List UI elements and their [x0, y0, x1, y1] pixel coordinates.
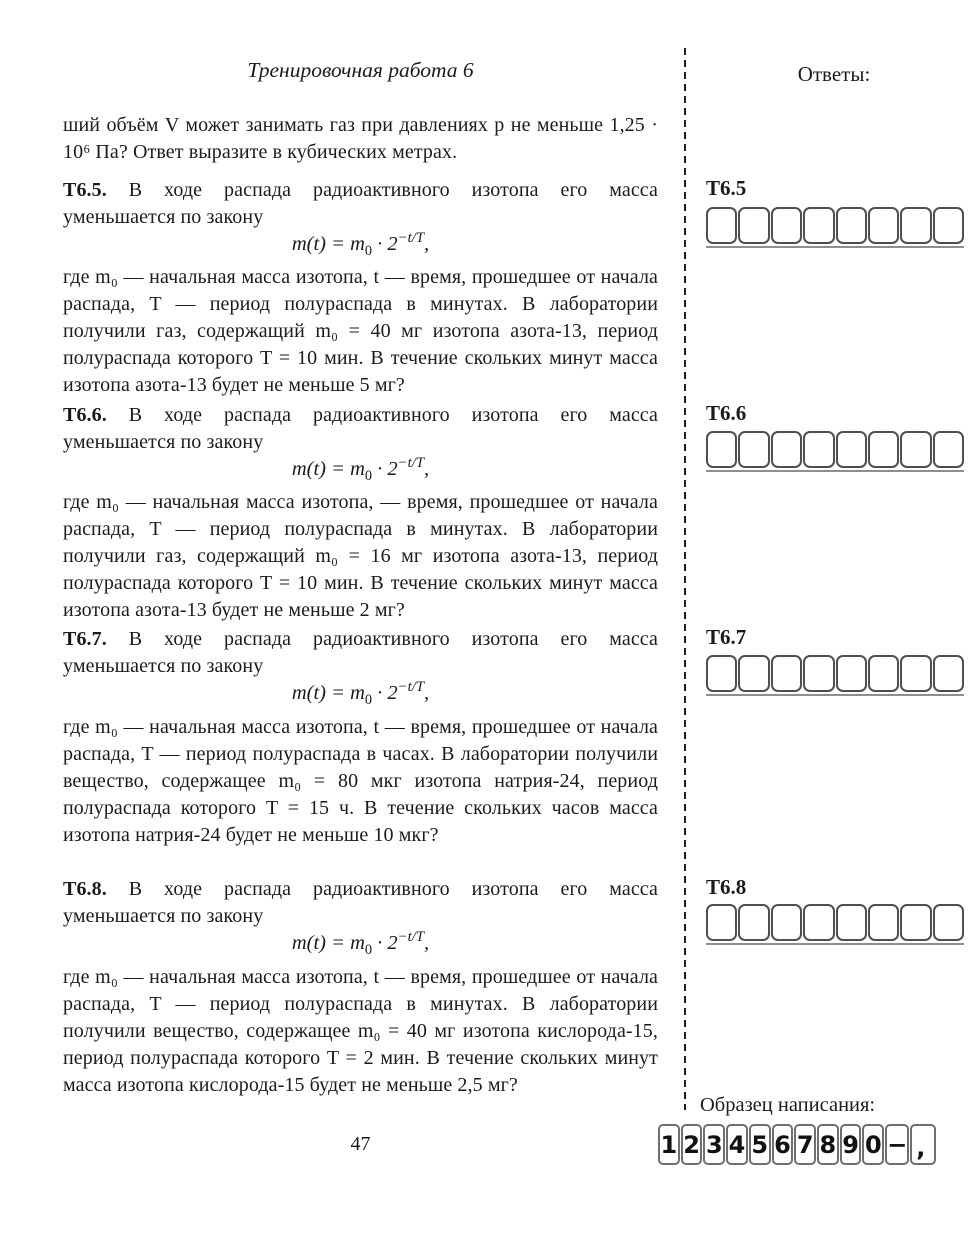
- answer-label-t65: Т6.5: [706, 176, 747, 200]
- sample-char: 3: [703, 1124, 725, 1165]
- column-divider: [684, 48, 686, 1110]
- intro-paragraph: ший объём V может занимать газ при давлениях p не меньше 1,25 · 10⁶ Па? Ответ выразите в кубических метрах.: [63, 114, 658, 163]
- answer-cell[interactable]: [771, 904, 802, 941]
- answer-cell[interactable]: [900, 655, 931, 692]
- answer-cell[interactable]: [738, 431, 769, 468]
- decay-law-formula: $m(t) = m_0 \cdot 2^{-t/T}$,: [291, 455, 430, 484]
- answer-cell[interactable]: [900, 431, 931, 468]
- answer-label-t67: Т6.7: [706, 625, 747, 649]
- answer-cell[interactable]: [706, 904, 737, 941]
- sample-char: 8: [817, 1124, 839, 1165]
- problem-t66-label: Т6.6.: [63, 404, 107, 426]
- decay-law-formula: $m(t) = m_0 \cdot 2^{-t/T}$,: [291, 679, 430, 708]
- page-title: Тренировочная работа 6: [247, 58, 474, 82]
- problem-t68-intro: Т6.8. В ходе распада радиоактивного изотопа его масса уменьшается по закону: [63, 878, 658, 927]
- problem-t65-body: где m₀ — начальная масса изотопа, t — время, прошедшее от начала распада, T — период полураспада в минутах. В лаборатории получили газ, содержащий m₀ = 40 мг изотопа азота-13, период полураспада которого T = 10 мин. В течение скольких минут масса изотопа азота-13 будет не меньше 5 мг?: [63, 266, 658, 396]
- sample-char: ,: [910, 1124, 936, 1165]
- answer-grid-t66: [706, 431, 964, 472]
- answer-cell[interactable]: [868, 431, 899, 468]
- writing-sample-row: [658, 1124, 936, 1165]
- answer-cell[interactable]: [868, 655, 899, 692]
- answer-cell[interactable]: [933, 904, 964, 941]
- answer-cell[interactable]: [900, 904, 931, 941]
- problem-t66-intro: Т6.6. В ходе распада радиоактивного изотопа его масса уменьшается по закону: [63, 404, 658, 453]
- problem-t67-label: Т6.7.: [63, 628, 107, 650]
- sample-char: 9: [840, 1124, 862, 1165]
- answer-cell[interactable]: [803, 207, 834, 244]
- sample-char: 0: [862, 1124, 884, 1165]
- writing-sample-label: Образец написания:: [700, 1094, 876, 1116]
- sample-char: 1: [658, 1124, 680, 1165]
- problem-t66-body: где m₀ — начальная масса изотопа, — время, прошедшее от начала распада, T — период полураспада в минутах. В лаборатории получили газ, содержащий m₀ = 16 мг изотопа азота-13, период полураспада которого T = 10 мин. В течение скольких минут масса изотопа азота-13 будет не меньше 2 мг?: [63, 491, 658, 621]
- answer-label-t66: Т6.6: [706, 401, 747, 425]
- problem-t67-intro: Т6.7. В ходе распада радиоактивного изотопа его масса уменьшается по закону: [63, 628, 658, 677]
- sample-char: 4: [726, 1124, 748, 1165]
- problem-t65-label: Т6.5.: [63, 179, 107, 201]
- problem-t67-body: где m₀ — начальная масса изотопа, t — время, прошедшее от начала распада, T — период полураспада в часах. В лаборатории получили вещество, содержащее m₀ = 80 мкг изотопа натрия-24, период полураспада которого T = 15 ч. В течение скольких часов масса изотопа натрия-24 будет не меньше 10 мкг?: [63, 716, 658, 846]
- answer-cell[interactable]: [836, 431, 867, 468]
- problem-t65-intro: Т6.5. В ходе распада радиоактивного изотопа его масса уменьшается по закону: [63, 179, 658, 228]
- answer-cell[interactable]: [803, 431, 834, 468]
- page-number: 47: [350, 1133, 371, 1155]
- decay-law-formula: $m(t) = m_0 \cdot 2^{-t/T}$,: [291, 929, 430, 958]
- sample-char: 2: [681, 1124, 703, 1165]
- answer-cell[interactable]: [933, 655, 964, 692]
- answer-cell[interactable]: [738, 207, 769, 244]
- answer-cell[interactable]: [836, 655, 867, 692]
- answer-cell[interactable]: [803, 655, 834, 692]
- answer-cell[interactable]: [868, 904, 899, 941]
- answer-grid-t68: [706, 904, 964, 945]
- answer-cell[interactable]: [868, 207, 899, 244]
- answer-cell[interactable]: [933, 207, 964, 244]
- answer-cell[interactable]: [706, 207, 737, 244]
- answer-cell[interactable]: [771, 207, 802, 244]
- answer-cell[interactable]: [738, 904, 769, 941]
- sample-char: 6: [772, 1124, 794, 1165]
- sample-char: 5: [749, 1124, 771, 1165]
- answer-grid-t65: [706, 207, 964, 248]
- decay-law-formula: $m(t) = m_0 \cdot 2^{-t/T}$,: [291, 230, 430, 259]
- answer-cell[interactable]: [738, 655, 769, 692]
- problem-t68-label: Т6.8.: [63, 878, 107, 900]
- answer-cell[interactable]: [771, 431, 802, 468]
- answer-cell[interactable]: [803, 904, 834, 941]
- answers-title: Ответы:: [797, 62, 871, 86]
- answer-cell[interactable]: [706, 431, 737, 468]
- answer-label-t68: Т6.8: [706, 875, 747, 899]
- sample-char: 7: [794, 1124, 816, 1165]
- problem-t68-body: где m₀ — начальная масса изотопа, t — время, прошедшее от начала распада, T — период полураспада в минутах. В лаборатории получили вещество, содержащее m₀ = 40 мг изотопа кислорода-15, период полураспада которого T = 2 мин. В течение скольких минут масса изотопа кислорода-15 будет не меньше 2,5 мг?: [63, 966, 658, 1096]
- answer-cell[interactable]: [933, 431, 964, 468]
- answer-cell[interactable]: [771, 655, 802, 692]
- answer-cell[interactable]: [900, 207, 931, 244]
- answer-cell[interactable]: [836, 207, 867, 244]
- answer-cell[interactable]: [706, 655, 737, 692]
- answer-grid-t67: [706, 655, 964, 696]
- answer-cell[interactable]: [836, 904, 867, 941]
- sample-char: −: [885, 1124, 909, 1165]
